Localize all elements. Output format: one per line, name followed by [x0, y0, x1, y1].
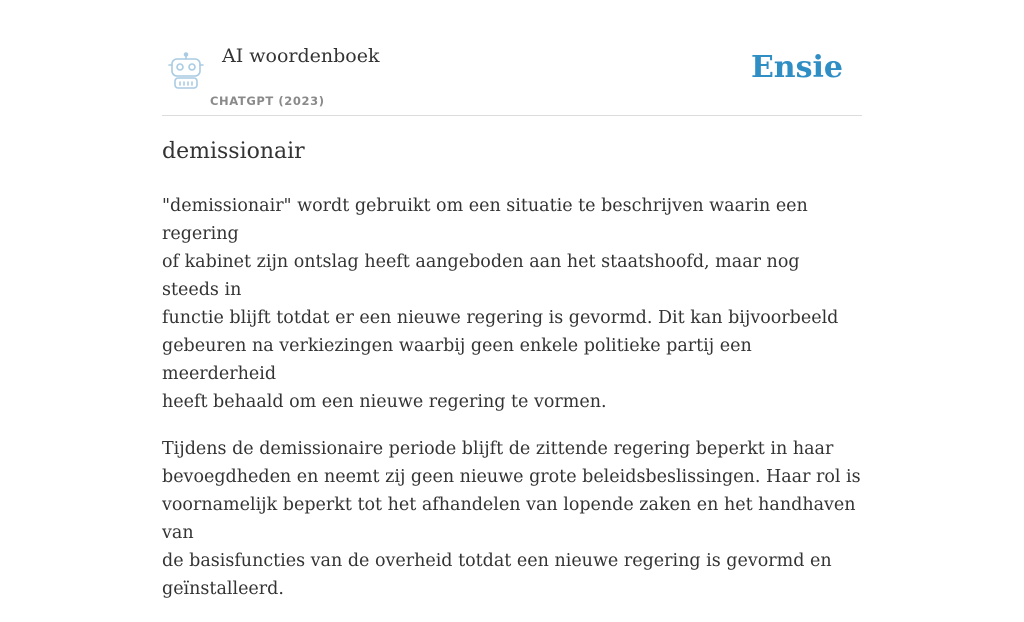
ensie-logo-link[interactable]: Ensie [750, 50, 843, 85]
source-subtitle: CHATGPT (2023) [210, 94, 325, 108]
definition-paragraph-1: "demissionair" wordt gebruikt om een situatie te beschrijven waarin een regering of kabinet zijn ontslag heeft aangeboden aan het staatshoofd, maar nog steeds in functie blijft totdat er een nieuwe regering is gevormd. Dit kan bijvoorbeeld gebeuren na verkiezingen waarbij geen enkele politieke partij een meerderheid heeft behaald om een nieuwe regering te vormen. [162, 196, 839, 412]
entry-term: demissionair [162, 139, 305, 164]
source-header [162, 40, 862, 116]
robot-icon [166, 52, 206, 90]
source-title[interactable]: AI woordenboek [222, 45, 380, 67]
definition-paragraph-2: Tijdens de demissionaire periode blijft de zittende regering beperkt in haar bevoegdheden en neemt zij geen nieuwe grote beleidsbeslissingen. Haar rol is voornamelijk beperkt tot het afhandelen van lopende zaken en het handhaven van de basisfuncties van de overheid totdat een nieuwe regering is gevormd en geïnstalleerd. [162, 439, 861, 599]
entry-definition [162, 192, 862, 622]
